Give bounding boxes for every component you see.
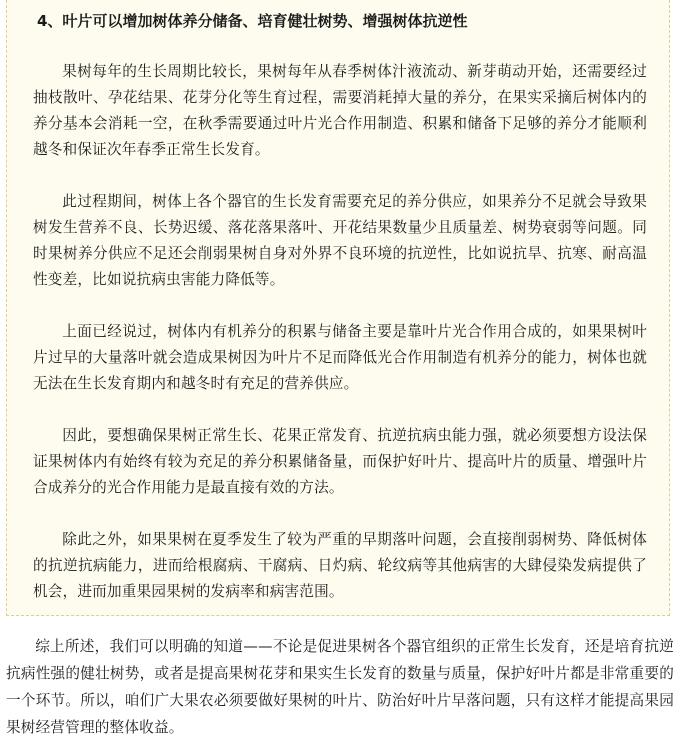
conclusion-paragraph: 综上所述，我们可以明确的知道——不论是促进果树各个器官组织的正常生长发育，还是培育抗逆抗病性强的健壮树势，或者是提高果树花芽和果实生长发育的数量与质量，保护好叶片都是非常重要的一个环节。所以，咱们广大果农必须要做好果树的叶片、防治好叶片早落问题，只有这样才能提高果园果树经营管理的整体收益。 (6, 638, 674, 736)
paragraph-growth-cycle: 果树每年的生长周期比较长，果树每年从春季树体汁液流动、新芽萌动开始，还需要经过抽枝散叶、孕花结果、花芽分化等生育过程，需要消耗掉大量的养分，在果实采摘后树体内的养分基本会消耗一空，在秋季需要通过叶片光合作用制造、积累和储备下足够的养分才能顺利越冬和保证次年春季正常生长发育。 (33, 63, 647, 158)
paragraph-photosynthesis: 上面已经说过，树体内有机养分的积累与储备主要是靠叶片光合作用合成的，如果果树叶片过早的大量落叶就会造成果树因为叶片不足而降低光合作用制造有机养分的能力，树体也就无法在生长发育期内和越冬时有充足的营养供应。 (33, 323, 647, 392)
paragraph-early-defoliation: 除此之外，如果果树在夏季发生了较为严重的早期落叶问题，会直接削弱树势、降低树体的抗逆抗病能力，进而给根腐病、干腐病、日灼病、轮纹病等其他病害的大肆侵染发病提供了机会，进而加重果园果树的发病率和病害范围。 (33, 531, 647, 600)
paragraph-protect-leaves: 因此，要想确保果树正常生长、花果正常发育、抗逆抗病虫能力强，就必须要想方设法保证果树体内有始终有较为充足的养分积累储备量，而保护好叶片、提高叶片的质量、增强叶片合成养分的光合作用能力是最直接有效的方法。 (33, 427, 647, 496)
paragraph-nutrient-shortage: 此过程期间，树体上各个器官的生长发育需要充足的养分供应，如果养分不足就会导致果树发生营养不良、长势迟缓、落花落果落叶、开花结果数量少且质量差、树势衰弱等问题。同时果树养分供应不足还会削弱果树自身对外界不良环境的抗逆性，比如说抗旱、抗寒、耐高温性变差，比如说抗病虫害能力降低等。 (33, 193, 647, 288)
highlight-box (6, 0, 670, 616)
section-heading: 4、叶片可以增加树体养分储备、培育健壮树势、增强树体抗逆性 (37, 12, 468, 30)
